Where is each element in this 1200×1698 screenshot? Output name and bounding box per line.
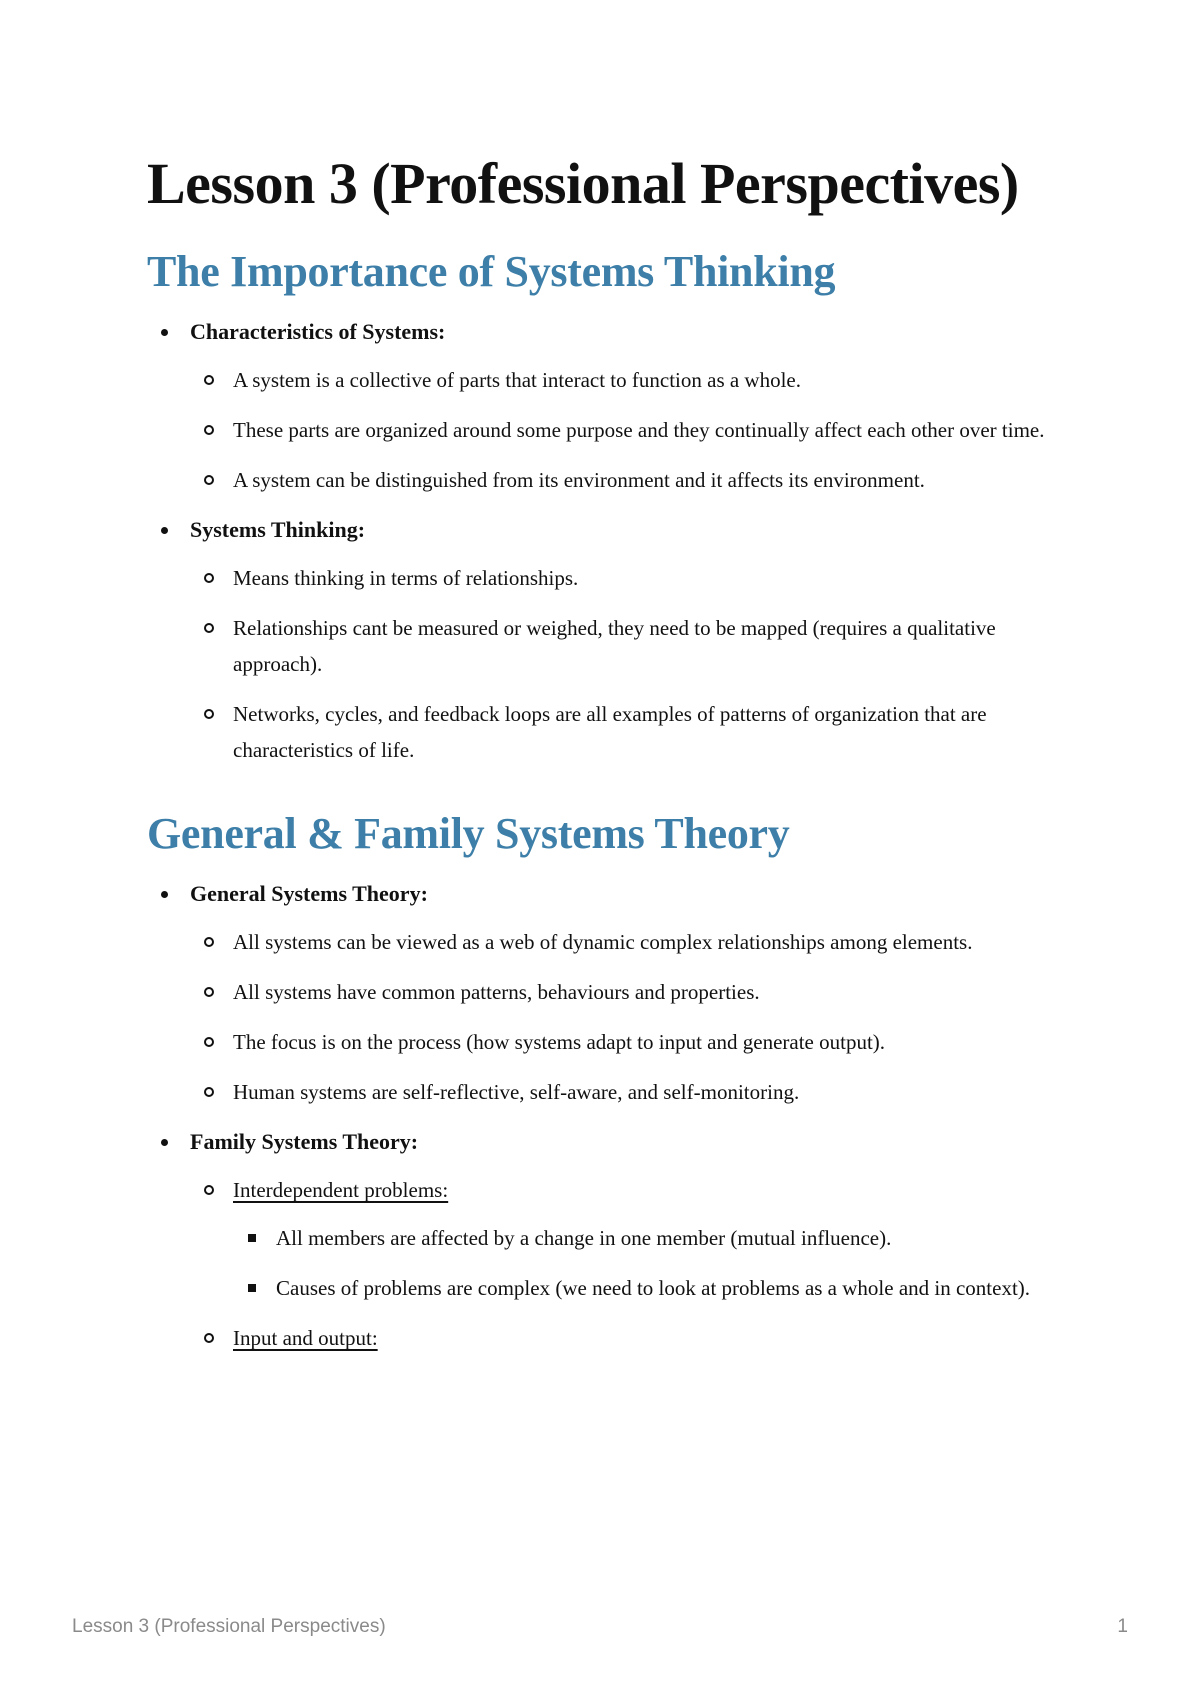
sub-list [190, 362, 1067, 498]
sub-sub-list-item [233, 1220, 1067, 1256]
sub-list-item [190, 974, 1067, 1010]
hollow-bullet-icon [204, 937, 214, 947]
hollow-bullet-icon [204, 1333, 214, 1343]
square-bullet-icon [248, 1284, 256, 1292]
sub-list-item-text: All systems have common patterns, behaviours and properties. [233, 980, 760, 1004]
hollow-bullet-icon [204, 987, 214, 997]
list-item-label: Family Systems Theory: [190, 1129, 419, 1154]
sub-list-item [190, 924, 1067, 960]
hollow-bullet-icon [204, 1037, 214, 1047]
sub-list-item-text: Networks, cycles, and feedback loops are all examples of patterns of organization that are characteristics of life. [233, 702, 987, 762]
sub-list-item [190, 560, 1067, 596]
list-item [147, 512, 1067, 768]
bullet-icon [161, 1139, 168, 1146]
sub-list-item [190, 610, 1067, 682]
sub-list-item [190, 1024, 1067, 1060]
sub-list-item-text: Interdependent problems: [233, 1178, 449, 1202]
sub-sub-list-item-text: All members are affected by a change in one member (mutual influence). [276, 1226, 892, 1250]
list-item-label: Systems Thinking: [190, 517, 366, 542]
sub-list-item [190, 1172, 1067, 1306]
bullet-icon [161, 891, 168, 898]
list-item [147, 1124, 1067, 1356]
sub-list-item-text: Human systems are self-reflective, self-aware, and self-monitoring. [233, 1080, 800, 1104]
section-list [147, 876, 1067, 1356]
hollow-bullet-icon [204, 1087, 214, 1097]
hollow-bullet-icon [204, 709, 214, 719]
sub-list-item [190, 1074, 1067, 1110]
page-footer [72, 1616, 1128, 1646]
sub-list-item [190, 1320, 1067, 1356]
square-bullet-icon [248, 1234, 256, 1242]
list-item-label: Characteristics of Systems: [190, 319, 446, 344]
hollow-bullet-icon [204, 623, 214, 633]
sub-list-item [190, 412, 1067, 448]
sub-sub-list [233, 1220, 1067, 1306]
sub-list-item [190, 462, 1067, 498]
section-heading-family-systems: General & Family Systems Theory [147, 809, 790, 858]
sub-list [190, 1172, 1067, 1356]
list-item [147, 876, 1067, 1110]
list-item-label: General Systems Theory: [190, 881, 428, 906]
page-title: Lesson 3 (Professional Perspectives) [147, 151, 1019, 216]
sub-sub-list-item-text: Causes of problems are complex (we need to look at problems as a whole and in context). [276, 1276, 1031, 1300]
sub-list-item [190, 362, 1067, 398]
page-number: 1 [1117, 1616, 1128, 1637]
sub-list [190, 924, 1067, 1110]
sub-list-item-text: All systems can be viewed as a web of dynamic complex relationships among elements. [233, 930, 973, 954]
hollow-bullet-icon [204, 375, 214, 385]
section-heading-systems-thinking: The Importance of Systems Thinking [147, 247, 836, 296]
list-item [147, 314, 1067, 498]
footer-title: Lesson 3 (Professional Perspectives) [72, 1616, 386, 1637]
bullet-icon [161, 329, 168, 336]
sub-list-item-text: The focus is on the process (how systems adapt to input and generate output). [233, 1030, 886, 1054]
sub-list-item-text: A system can be distinguished from its environment and it affects its environment. [233, 468, 925, 492]
bullet-icon [161, 527, 168, 534]
sub-list-item-text: Input and output: [233, 1326, 378, 1350]
hollow-bullet-icon [204, 475, 214, 485]
sub-list-item-text: Means thinking in terms of relationships. [233, 566, 579, 590]
hollow-bullet-icon [204, 425, 214, 435]
hollow-bullet-icon [204, 573, 214, 583]
sub-list-item-text: These parts are organized around some purpose and they continually affect each other over time. [233, 418, 1045, 442]
document-page [147, 148, 1067, 1370]
sub-list [190, 560, 1067, 768]
sub-sub-list-item [233, 1270, 1067, 1306]
section-list [147, 314, 1067, 768]
sub-list-item-text: Relationships cant be measured or weighed, they need to be mapped (requires a qualitative approach). [233, 616, 996, 676]
sub-list-item [190, 696, 1067, 768]
sub-list-item-text: A system is a collective of parts that interact to function as a whole. [233, 368, 802, 392]
hollow-bullet-icon [204, 1185, 214, 1195]
